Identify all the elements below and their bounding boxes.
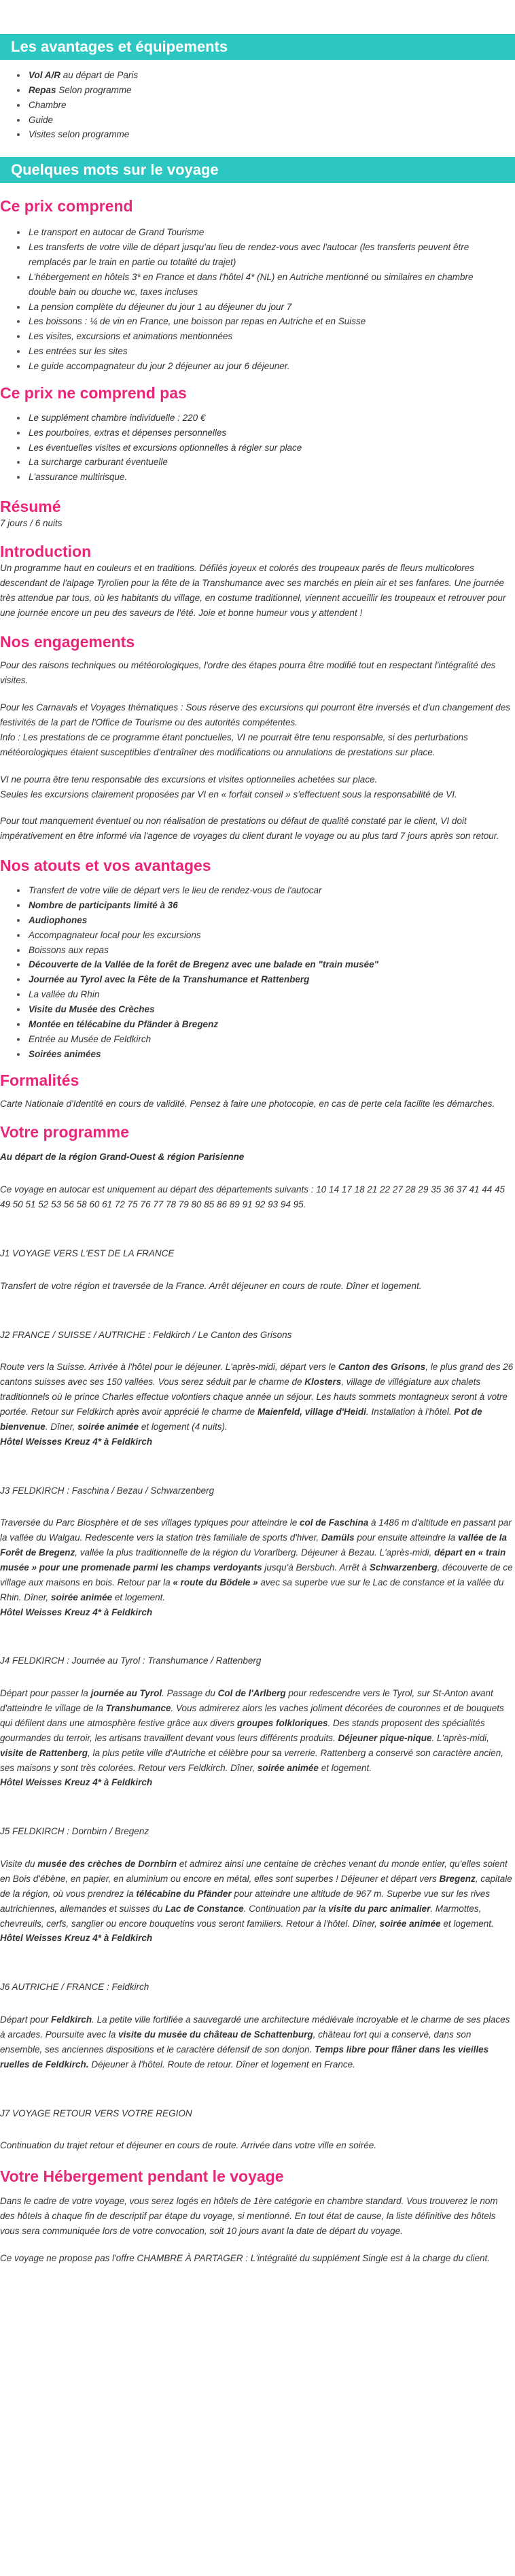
day-text-segment: Continuation du trajet retour et déjeuner en cours de route. Arrivée dans votre ville en soirée. [0,2140,377,2151]
day-text-segment: et logement. [318,1762,372,1773]
day-text-segment: . La petite ville fortifiée a sauvegardé une architecture médiévale incroyable et le charme de ses places à arcades. Poursuite avec la [0,2014,510,2040]
day-text-segment: Transhumance [105,1703,171,1714]
formalites-title: Formalités [0,1071,79,1090]
day-text-segment: , vallée la plus traditionnelle de la région du Vorarlberg. Déjeuner à Bezau. L'après-midi, [75,1547,435,1558]
hebergement-p1: Dans le cadre de votre voyage, vous serez logés en hôtels de 1ère catégorie en chambre standard. Vous trouverez le nom des hôtels à chaque fin de descriptif par étape du voyage, si mentionné. En tout état de cause, la liste définitive des hôtels vous sera communiquée lors de votre convocation, soit 10 jours avant la date de départ du voyage. [0,2196,498,2237]
day-text-segment: « route du Bödele » [173,1577,258,1587]
day-title: J6 AUTRICHE / FRANCE : Feldkirch [0,1982,149,1993]
day-text-segment: Maienfeld, village d'Heidi [257,1406,366,1417]
day-text-segment: Déjeuner à l'hôtel. Route de retour. Dîner et logement en France. [88,2059,355,2070]
atout-item: • Boissons aux repas [27,943,501,958]
day-text-segment: Col de l'Arlberg [217,1688,286,1699]
day-text-segment: Feldkirch [51,2014,92,2025]
avantage-item-bold: Vol A/R [29,70,60,80]
atout-item: • Visite du Musée des Crèches [27,1002,501,1017]
avantage-item [27,113,501,128]
avantage-item [27,98,501,113]
day-text-segment: . Des stands proposent des spécialités gourmandes du terroir, les artisans travaillent devant vous leurs différents produits. [0,1718,485,1743]
day-title: J7 VOYAGE RETOUR VERS VOTRE REGION [0,2108,192,2118]
day-text-segment: Lac de Constance [165,1903,244,1914]
comprend-title: Ce prix comprend [0,197,133,216]
atout-item: • Accompagnateur local pour les excursions [27,928,501,943]
atout-item: • Soirées animées [27,1047,501,1062]
day-text-segment: soirée animée [257,1762,319,1773]
day-title: J4 FELDKIRCH : Journée au Tyrol : Transhumance / Rattenberg [0,1655,262,1666]
day-text-segment: vallée de la Forêt de Bregenz [0,1532,508,1558]
avantage-item-text: Visites selon programme [29,129,130,140]
day-text-segment: musée des crèches de Dornbirn [37,1859,177,1870]
day-text-segment: Visite du [0,1859,38,1870]
atout-item: • Transfert de votre ville de départ vers le lieu de rendez-vous de l'autocar [27,883,501,898]
atout-item: • Audiophones [27,913,501,928]
atout-item: • Découverte de la Vallée de la forêt de Bregenz avec une balade en "train musée" [27,957,501,972]
day-text-segment: Hôtel Weisses Kreuz 4* à Feldkirch [0,1777,153,1788]
resume-title: Résumé [0,498,61,516]
avantage-item-text: au départ de Paris [60,70,139,80]
hebergement-p2: Ce voyage ne propose pas l'offre CHAMBRE À PARTAGER : L'intégralité du supplément Single est à la charge du client. [0,2252,491,2263]
engagements-p4: VI ne pourra être tenu responsable des excursions et visites optionnelles achetées sur place. [0,774,378,785]
day-text [0,2012,515,2072]
list-item: • Les pourboires, extras et dépenses personnelles [27,426,501,441]
day-text-segment: soirée animée [77,1421,139,1432]
day-text-segment: pour atteindre une altitude de 967 m. Superbe vue sur les rives autrichiennes, allemandes et suisses du [0,1888,491,1914]
day-text-segment: journée au Tyrol [90,1688,162,1699]
ne-comprend-list [0,411,515,485]
day-text-segment: à 1486 m d'altitude en passant par la vallée du Walgau. Redescente vers la station très familiale de sports d'hiver, [0,1517,512,1543]
avantage-item [27,68,501,83]
day-title: J1 VOYAGE VERS L'EST DE LA FRANCE [0,1248,175,1258]
day-text [0,1686,515,1790]
day-text-segment: départ en « train musée » pour une promenade parmi les champs verdoyants [0,1547,506,1573]
day-text [0,2138,515,2153]
engagements-p5: Seules les excursions clairement proposées par VI en « forfait conseil » s'effectuent sous la responsabilité de VI. [0,789,457,800]
day-text [0,1515,515,1619]
list-item: • La surcharge carburant éventuelle [27,455,501,470]
day-text-segment: et admirez ainsi une centaine de crèches venant du monde entier, qu'elles soient en Bois d'ébène, en papier, en aluminium ou encore en métal, elles sont superbes ! Déjeuner et départ vers [0,1859,508,1885]
day-text-segment: Canton des Grisons [338,1362,426,1373]
list-item: • Les visites, excursions et animations mentionnées [27,329,501,344]
list-item: • Le guide accompagnateur du jour 2 déjeuner au jour 6 déjeuner. [27,359,501,374]
day-text-segment: et logement. [112,1592,166,1602]
day-text-segment: Traversée du Parc Biosphère et de ses villages typiques pour atteindre le [0,1517,300,1528]
day-text-segment: , le plus grand des 26 cantons suisses avec ses 150 vallées. Vous serez séduit par le charme de [0,1362,514,1388]
list-item: • Les entrées sur les sites [27,344,501,359]
day-title: J5 FELDKIRCH : Dornbirn / Bregenz [0,1826,149,1837]
day-text-segment: . Vous admirerez alors les vaches joliment décorées de couronnes et de bouquets qui défilent dans une atmosphère festive grâce aux divers [0,1703,504,1729]
list-item: • L'hébergement en hôtels 3* en France et dans l'hôtel 4* (NL) en Autriche mentionné ou similaires en chambre double bain ou douche wc, taxes incluses [27,270,501,300]
day-text-segment: Pot de bienvenue [0,1406,482,1432]
avantage-item [27,127,501,142]
list-item: • Les éventuelles visites et excursions optionnelles à régler sur place [27,441,501,456]
day-text-segment: . Continuation par la [243,1903,329,1914]
list-item: • L'assurance multirisque. [27,470,501,485]
avantage-item [27,83,501,98]
atouts-list [0,883,515,1061]
day-text-segment: , village de villégiature aux chalets traditionnels où le prince Charles effectue volontiers chaque année un séjour. Les hauts sommets montagneux seront à votre portée. Retour sur Feldkirch après avoir apprécié le charme de [0,1377,508,1417]
day-text-segment: visite de Rattenberg [0,1747,88,1758]
atout-item: • Entrée au Musée de Feldkirch [27,1032,501,1047]
day-text-segment: . Passage du [162,1688,218,1699]
day-text-segment: Transfert de votre région et traversée de la France. Arrêt déjeuner en cours de route. Dîner et logement. [0,1280,422,1291]
list-item: • Le transport en autocar de Grand Tourisme [27,225,501,240]
list-item: • Les boissons : ¼ de vin en France, une boisson par repas en Autriche et en Suisse [27,314,501,329]
depart-title: Au départ de la région Grand-Ouest & région Parisienne [0,1152,245,1163]
day-text-segment: jusqu'à Bersbuch. Arrêt à [262,1562,370,1573]
day-text [0,1279,515,1294]
day-text-segment: . Dîner, [45,1421,78,1432]
page [0,34,515,2266]
intro-text: Un programme haut en couleurs et en traditions. Défilés joyeux et colorés des troupeaux parés de fleurs multicolores descendant de l'alpage Tyrolien pour la fête de la Transhumance avec ses marchés en plein air et ses fanfares. Une journée très attendue par tous, où les habitants du village, en costume traditionnel, viennent accueillir les troupeaux et retrouver pour une journée encore un peu des saveurs de l'été. Joie et bonne humeur vous y attendent ! [0,563,506,618]
day-text-segment: Hôtel Weisses Kreuz 4* à Feldkirch [0,1607,153,1617]
day-text [0,1857,515,1946]
day-text-segment: soirée animée [51,1592,113,1602]
day-text-segment: , découverte de ce village aux maisons en bois. Retour par la [0,1562,513,1587]
engagements-p3: Info : Les prestations de ce programme étant ponctuelles, VI ne pourrait être tenu responsable, si des perturbations météorologiques étaient susceptibles d'entraîner des modifications ou annulations de prestations sur place. [0,732,468,757]
day-text-segment: Hôtel Weisses Kreuz 4* à Feldkirch [0,1933,153,1944]
day-text-segment: Schwarzenberg [369,1562,438,1573]
avantage-item-bold: Repas [29,84,56,95]
day-text-segment: . L'après-midi, [431,1732,489,1743]
day-text [0,1360,515,1449]
engagements-title: Nos engagements [0,633,135,651]
engagements-p2: Pour les Carnavals et Voyages thématiques : Sous réserve des excursions qui pourront être inversés et d'un changement des festivités de la part de l'Office de Tourisme ou des autorités compétentes. [0,702,510,728]
day-text-segment: pour redescendre vers le Tyrol, sur St-Anton avant d'atteindre le village de la [0,1688,493,1714]
intro-title: Introduction [0,543,92,561]
avantage-item-text: Chambre [29,99,67,110]
day-text-segment: . Installation à l'hôtel. [366,1406,455,1417]
day-text-segment: , la plus petite ville d'Autriche et célèbre pour sa verrerie. Rattenberg a conservé son caractère ancien, ses maisons y sont très colorées. Retour vers Feldkirch. Dîner, [0,1747,503,1773]
section-header-mots: Quelques mots sur le voyage [0,157,515,183]
atout-item: • Journée au Tyrol avec la Fête de la Transhumance et Rattenberg [27,972,501,987]
atouts-title: Nos atouts et vos avantages [0,857,211,875]
depart-text: Ce voyage en autocar est uniquement au départ des départements suivants : 10 14 17 18 21 22 27 28 29 35 36 37 41 44 45 49 50 51 52 53 56 58 60 61 72 75 76 77 78 79 80 85 86 89 91 92 93 94 95. [0,1184,505,1209]
resume-text: 7 jours / 6 nuits [0,518,63,529]
day-text-segment: visite du musée du château de Schattenburg [118,2029,313,2040]
day-text-segment: , capitale de la région, où vous prendrez la [0,1874,512,1899]
day-text-segment: télécabine du Pfänder [136,1888,232,1899]
atout-item: • Nombre de participants limité à 36 [27,898,501,913]
day-text-segment: Route vers la Suisse. Arrivée à l'hôtel pour le déjeuner. L'après-midi, départ vers le [0,1362,338,1373]
engagements-p6: Pour tout manquement éventuel ou non réalisation de prestations ou défaut de qualité constaté par le client, VI doit impérativement en être informé via l'agence de voyages du client durant le voyage ou au plus tard 7 jours après son retour. [0,816,499,842]
atout-item: • La vallée du Rhin [27,987,501,1002]
avantage-item-text: Selon programme [56,84,132,95]
day-text-segment: avec sa superbe vue sur le Lac de constance et la vallée du Rhin. Dîner, [0,1577,504,1602]
hebergement-title: Votre Hébergement pendant le voyage [0,2167,284,2186]
formalites-text: Carte Nationale d'Identité en cours de validité. Pensez à faire une photocopie, en cas de perte cela facilite les démarches. [0,1099,495,1110]
day-text-segment: groupes folkloriques [236,1718,328,1729]
engagements-p1: Pour des raisons techniques ou météorologiques, l'ordre des étapes pourra être modifié tout en respectant l'intégralité des visites. [0,660,496,686]
programme-days [0,1246,515,2154]
day-text-segment: et logement (4 nuits). [139,1421,228,1432]
day-title: J3 FELDKIRCH : Faschina / Bezau / Schwarzenberg [0,1485,215,1496]
avantage-item-text: Guide [29,114,54,125]
day-text-segment: et logement. [440,1918,494,1929]
day-text-segment: Damüls [321,1532,355,1543]
day-text-segment: visite du parc animalier [328,1903,431,1914]
day-text-segment: Temps libre pour flâner dans les vieilles ruelles de Feldkirch. [0,2044,489,2070]
atout-item: • Montée en télécabine du Pfänder à Bregenz [27,1017,501,1032]
day-text-segment: Bregenz [439,1874,476,1885]
day-title: J2 FRANCE / SUISSE / AUTRICHE : Feldkirch / Le Canton des Grisons [0,1329,292,1340]
section-header-avantages: Les avantages et équipements [0,34,515,60]
day-text-segment: Déjeuner pique-nique [338,1732,432,1743]
day-text-segment: Départ pour [0,2014,52,2025]
programme-title: Votre programme [0,1123,130,1141]
day-text-segment: Départ pour passer la [0,1688,91,1699]
day-text-segment: . Marmottes, chevreuils, cerfs, sanglier ou encore bouquetins vous seront familiers. Retour à l'hôtel. Dîner, [0,1903,482,1929]
list-item: • Le supplément chambre individuelle : 220 € [27,411,501,426]
list-item: • Les transferts de votre ville de départ jusqu'au lieu de rendez-vous avec l'autocar (les transferts peuvent être remplacés par le train en partie ou totalité du trajet) [27,240,501,270]
avantages-list [0,68,515,142]
day-text-segment: Klosters [304,1377,342,1388]
day-text-segment: col de Faschina [300,1517,369,1528]
day-text-segment: Hôtel Weisses Kreuz 4* à Feldkirch [0,1436,153,1447]
day-text-segment: , château fort qui a conservé, dans son ensemble, ses anciennes dispositions et le caractère défensif de son donjon. [0,2029,472,2055]
ne-comprend-title: Ce prix ne comprend pas [0,383,187,402]
day-text-segment: pour ensuite atteindre la [354,1532,458,1543]
comprend-list [0,225,515,374]
day-text-segment: soirée animée [379,1918,441,1929]
list-item: • La pension complète du déjeuner du jour 1 au déjeuner du jour 7 [27,300,501,315]
